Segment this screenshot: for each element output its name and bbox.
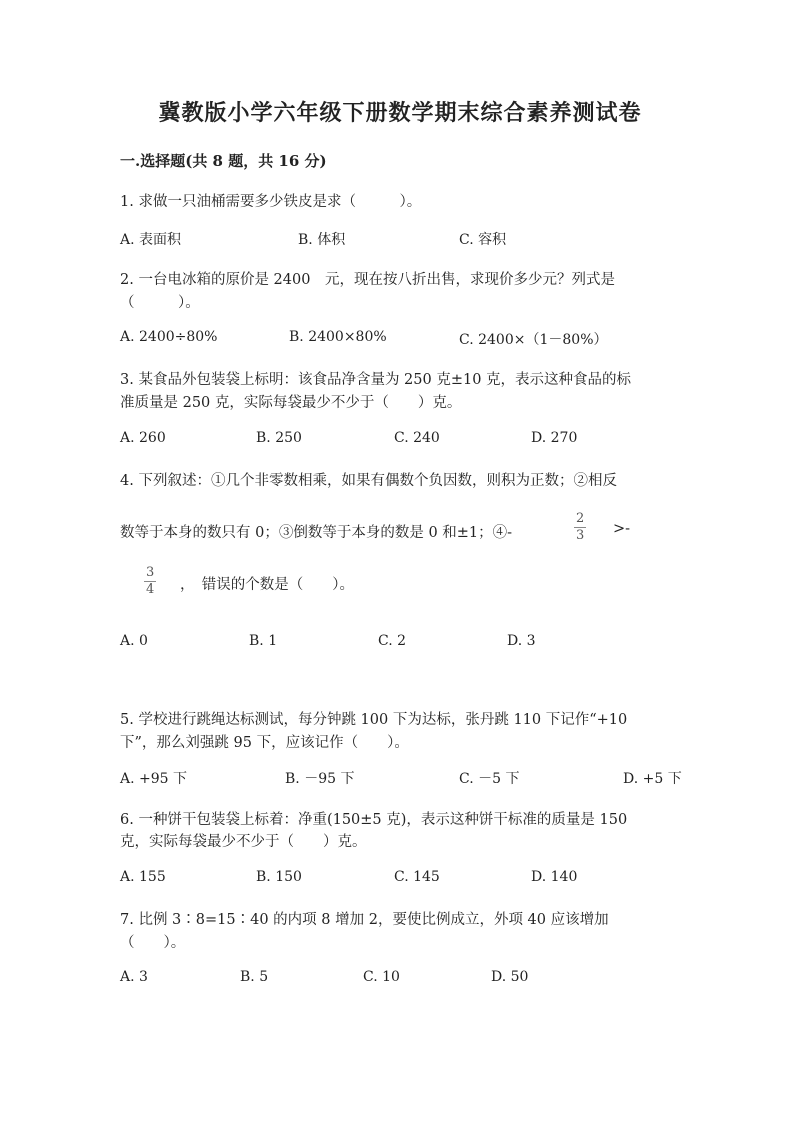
q6-option-c[interactable]: C. 145 (394, 869, 440, 885)
q3-option-d[interactable]: D. 270 (531, 430, 578, 446)
question-2-text-line2: （ ）。 (120, 295, 200, 311)
question-4-text-line1: 4. 下列叙述：①几个非零数相乘，如果有偶数个负因数，则积为正数；②相反 (120, 473, 617, 489)
q3-option-c[interactable]: C. 240 (394, 430, 440, 446)
q5-option-c[interactable]: C. －5 下 (459, 771, 520, 787)
q4-option-c[interactable]: C. 2 (378, 633, 407, 649)
q2-option-c[interactable]: C. 2400×（1－80%） (459, 332, 608, 348)
page-title: 冀教版小学六年级下册数学期末综合素养测试卷 (158, 100, 642, 126)
fraction-two-thirds (574, 511, 586, 544)
q5-option-b[interactable]: B. －95 下 (285, 771, 355, 787)
q5-option-d[interactable]: D. +5 下 (623, 771, 682, 787)
question-4-text-line3: ， 错误的个数是（ ）。 (180, 577, 354, 593)
q1-option-c[interactable]: C. 容积 (459, 232, 507, 248)
section-heading: 一.选择题(共 8 题，共 16 分) (120, 152, 327, 170)
question-4-compare-sign: >- (613, 521, 631, 537)
q4-option-b[interactable]: B. 1 (249, 633, 278, 649)
fraction-denominator: 3 (576, 528, 585, 543)
question-4-text-line2: 数等于本身的数只有 0；③倒数等于本身的数是 0 和±1；④- (120, 525, 513, 541)
question-7-text-line2: （ ）。 (120, 935, 186, 951)
q2-option-a[interactable]: A. 2400÷80% (120, 329, 218, 345)
q7-option-b[interactable]: B. 5 (240, 969, 269, 985)
q7-option-a[interactable]: A. 3 (120, 969, 148, 985)
q4-option-a[interactable]: A. 0 (120, 633, 148, 649)
q2-option-b[interactable]: B. 2400×80% (289, 329, 387, 345)
q5-option-a[interactable]: A. +95 下 (120, 771, 188, 787)
q4-option-d[interactable]: D. 3 (507, 633, 536, 649)
question-5-text-line1: 5. 学校进行跳绳达标测试，每分钟跳 100 下为达标，张丹跳 110 下记作“+10 (120, 712, 628, 728)
question-5-text-line2: 下”，那么刘强跳 95 下，应该记作（ ）。 (120, 735, 409, 751)
question-3-text-line1: 3. 某食品外包装袋上标明：该食品净含量为 250 克±10 克，表示这种食品的标 (120, 372, 632, 388)
question-1-text: 1. 求做一只油桶需要多少铁皮是求（ ）。 (120, 194, 422, 210)
fraction-three-quarters (144, 565, 156, 598)
question-6-text-line1: 6. 一种饼干包装袋上标着：净重(150±5 克)，表示这种饼干标准的质量是 150 (120, 812, 628, 828)
question-6-text-line2: 克，实际每袋最少不少于（ ）克。 (120, 834, 367, 850)
q7-option-d[interactable]: D. 50 (491, 969, 529, 985)
fraction-numerator: 3 (146, 565, 155, 580)
question-3-text-line2: 准质量是 250 克，实际每袋最少不少于（ ）克。 (120, 395, 462, 411)
q3-option-a[interactable]: A. 260 (120, 430, 166, 446)
q6-option-b[interactable]: B. 150 (256, 869, 302, 885)
question-2-text-line1: 2. 一台电冰箱的原价是 2400 元，现在按八折出售，求现价多少元？列式是 (120, 272, 615, 288)
q6-option-d[interactable]: D. 140 (531, 869, 578, 885)
fraction-denominator: 4 (146, 582, 155, 597)
fraction-numerator: 2 (576, 511, 585, 526)
q6-option-a[interactable]: A. 155 (120, 869, 166, 885)
q3-option-b[interactable]: B. 250 (256, 430, 302, 446)
q7-option-c[interactable]: C. 10 (363, 969, 400, 985)
q1-option-a[interactable]: A. 表面积 (120, 232, 182, 248)
question-7-text-line1: 7. 比例 3∶8=15∶40 的内项 8 增加 2，要使比例成立，外项 40 应该增加 (120, 912, 609, 928)
q1-option-b[interactable]: B. 体积 (298, 232, 346, 248)
